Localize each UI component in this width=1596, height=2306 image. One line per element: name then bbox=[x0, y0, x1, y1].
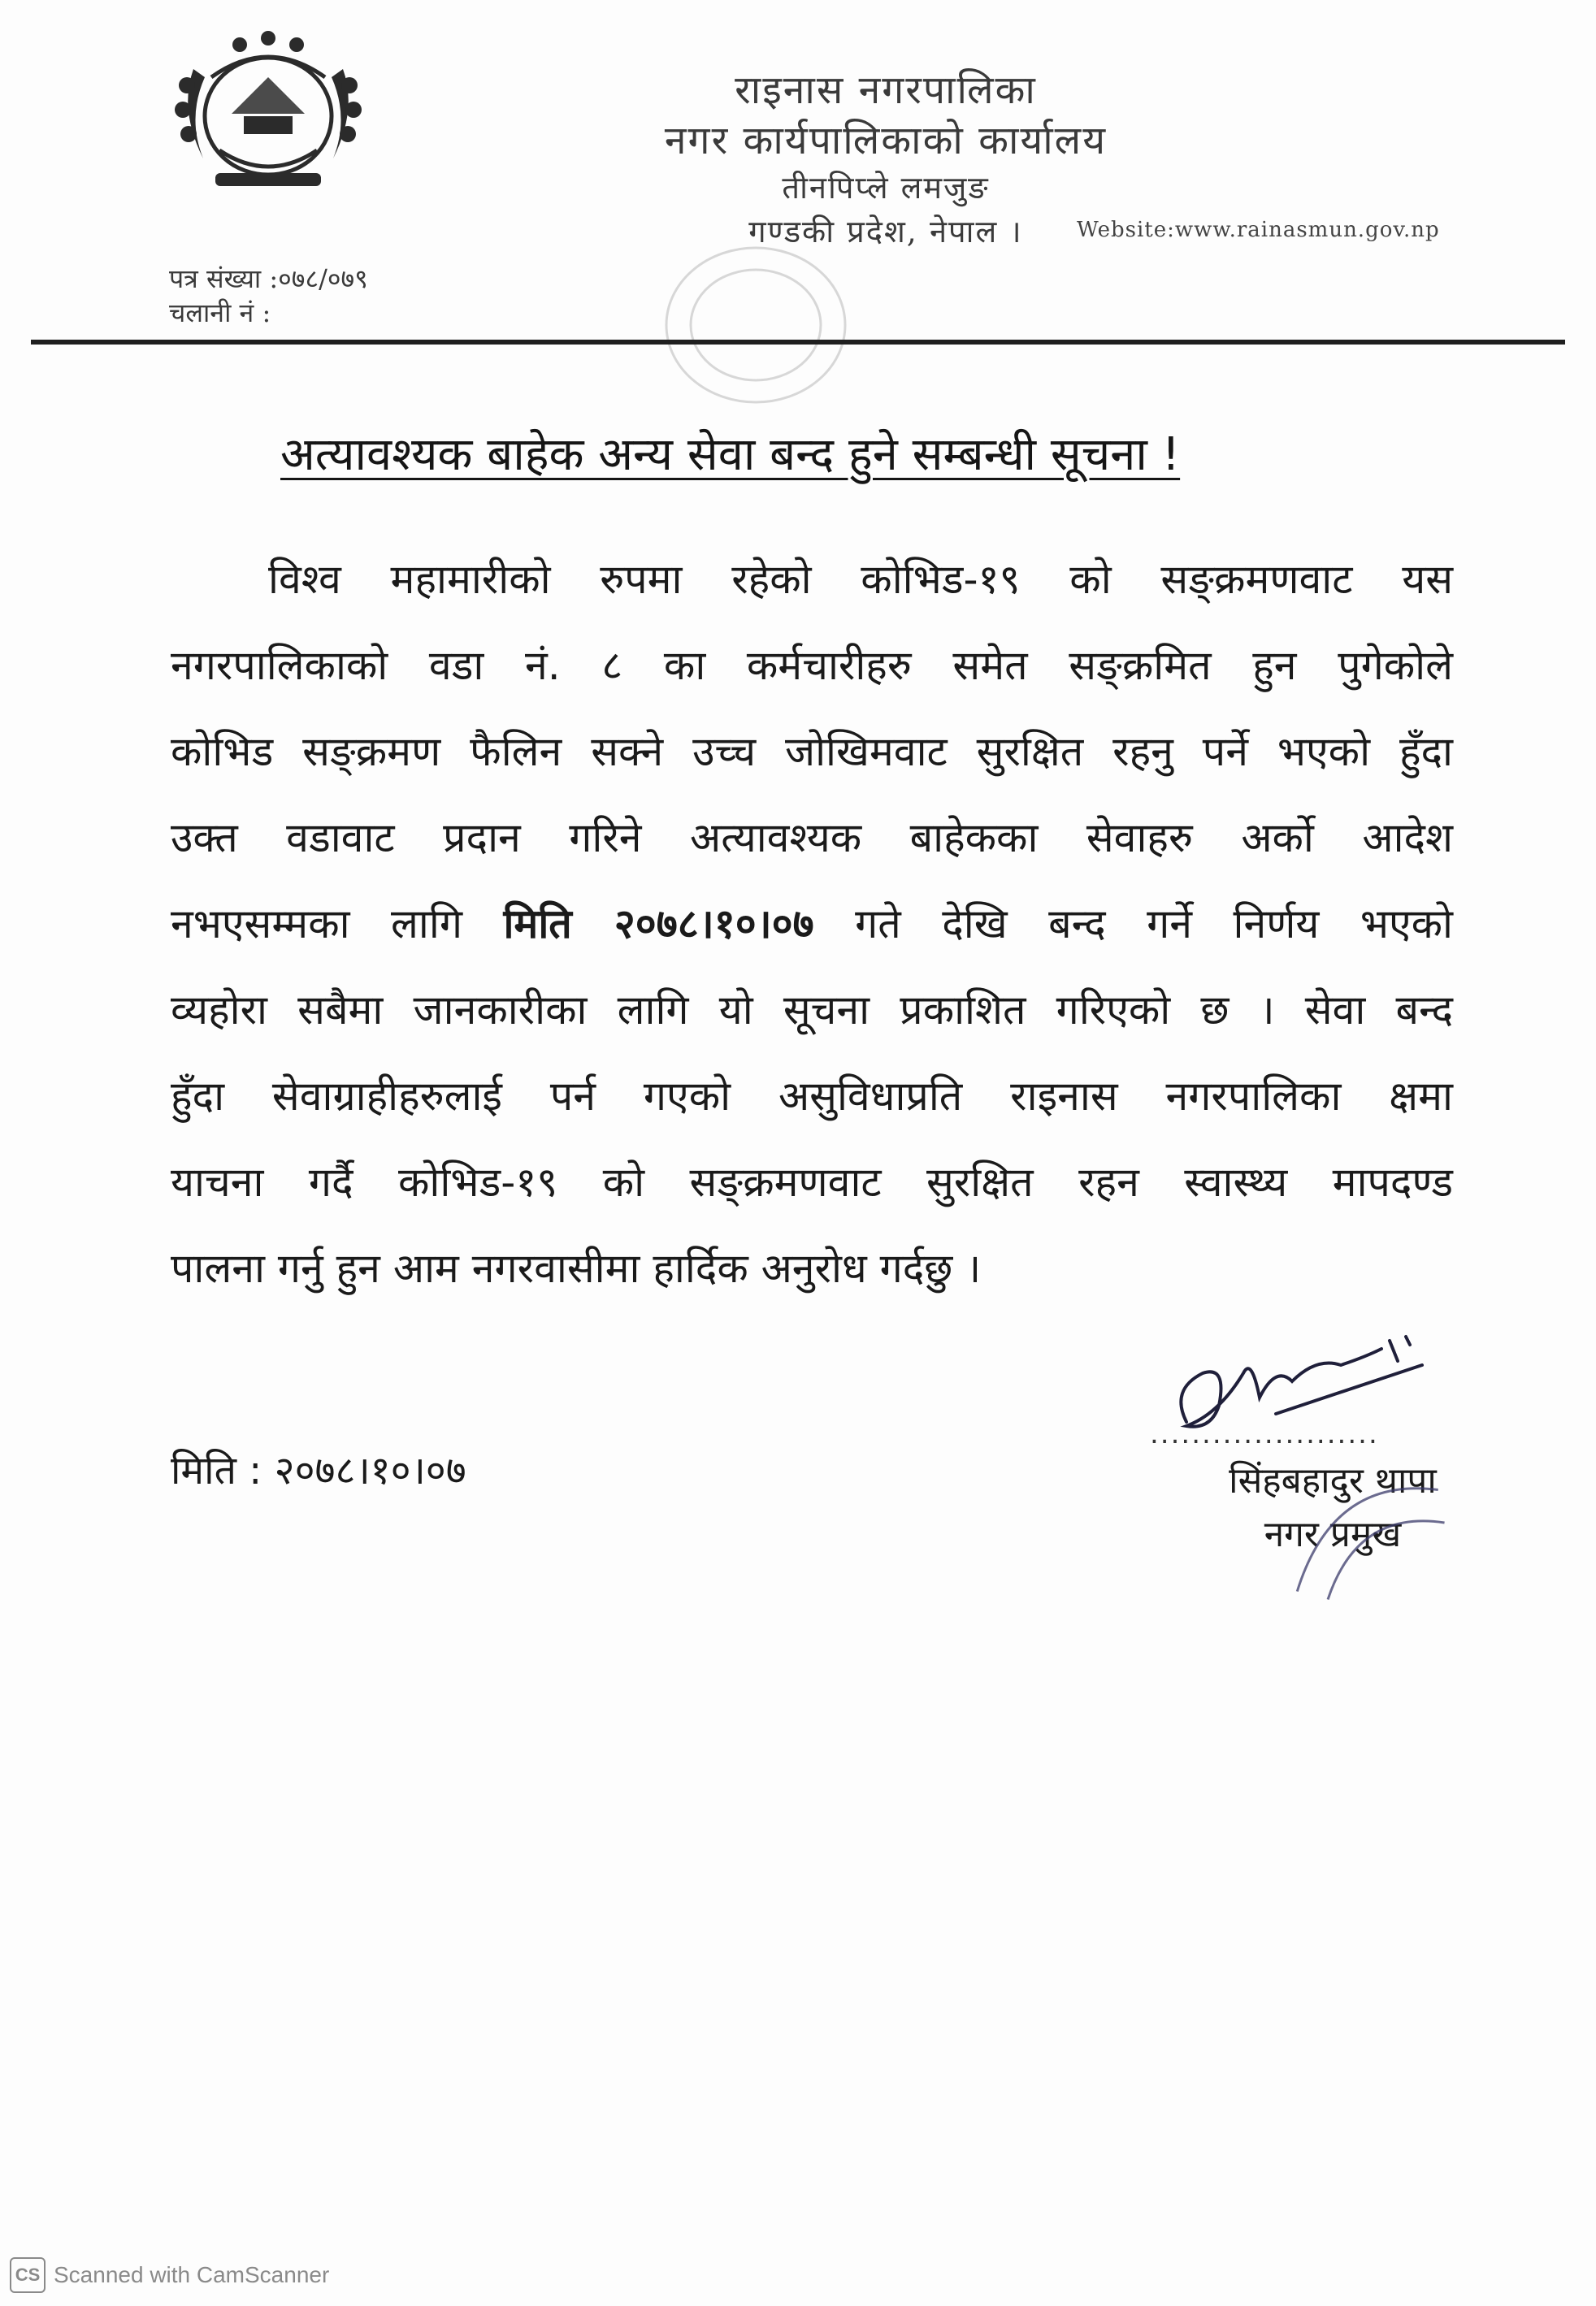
province-country: गण्डकी प्रदेश, नेपाल । bbox=[748, 214, 1023, 249]
notice-title: अत्यावश्यक बाहेक अन्य सेवा बन्द हुने सम्बन्धी सूचना ! bbox=[280, 428, 1181, 481]
scanner-text: Scanned with CamScanner bbox=[54, 2262, 330, 2287]
signature-line: ...................... bbox=[1150, 1418, 1379, 1450]
header-divider bbox=[31, 340, 1565, 345]
scanner-watermark bbox=[10, 2255, 329, 2295]
official-stamp-icon bbox=[1243, 1438, 1471, 1617]
office-name: नगर कार्यपालिकाको कार्यालय bbox=[664, 118, 1108, 163]
body-line: नगरपालिकाको वडा नं. ८ का कर्मचारीहरु समेत सङ्क्रमित हुन पुगेकोले bbox=[171, 642, 1453, 689]
website: Website:www.rainasmun.gov.np bbox=[1077, 218, 1440, 242]
body-line: व्यहोरा सबैमा जानकारीका लागि यो सूचना प्रकाशित गरिएको छ । सेवा बन्द bbox=[171, 986, 1453, 1034]
decision-date: मिति २०७८।१०।०७ bbox=[503, 900, 814, 947]
municipality-name: राइनास नगरपालिका bbox=[735, 67, 1037, 113]
reference-block bbox=[169, 262, 368, 330]
camscanner-logo-icon: CS bbox=[10, 2257, 46, 2293]
emblem-icon bbox=[154, 20, 382, 199]
body-line: विश्व महामारीको रुपमा रहेको कोभिड-१९ को सङ्क्रमणवाट यस bbox=[268, 556, 1453, 603]
notice-date: मिति : २०७८।१०।०७ bbox=[171, 1448, 466, 1493]
body-line: उक्त वडावाट प्रदान गरिने अत्यावश्यक बाहेकका सेवाहरु अर्को आदेश bbox=[171, 814, 1453, 861]
signer-designation: नगर प्रमुख bbox=[1264, 1514, 1402, 1555]
dispatch-number: चलानी नं : bbox=[169, 297, 271, 328]
body-line: याचना गर्दै कोभिड-१९ को सङ्क्रमणवाट सुरक्षित रहन स्वास्थ्य मापदण्ड bbox=[171, 1159, 1453, 1206]
signer-name: सिंहबहादुर थापा bbox=[1229, 1460, 1437, 1502]
notice-body bbox=[171, 536, 1453, 1311]
reference-number: पत्र संख्या :०७८/०७९ bbox=[169, 263, 368, 294]
body-line: हुँदा सेवाग्राहीहरुलाई पर्न गएको असुविधाप्रति राइनास नगरपालिका क्षमा bbox=[171, 1073, 1453, 1120]
office-location: तीनपिप्ले लमजुङ bbox=[782, 170, 990, 206]
faint-stamp-icon bbox=[654, 236, 857, 414]
body-line-part: गते देखि बन्द गर्ने निर्णय भएको bbox=[855, 900, 1453, 947]
body-line-with-date bbox=[171, 881, 1453, 967]
body-line: कोभिड सङ्क्रमण फैलिन सक्ने उच्च जोखिमवाट सुरक्षित रहनु पर्ने भएको हुँदा bbox=[171, 728, 1453, 775]
body-line: पालना गर्नु हुन आम नगरवासीमा हार्दिक अनुरोध गर्दछु । bbox=[171, 1245, 982, 1292]
body-line-part: नभएसम्मका लागि bbox=[171, 900, 462, 947]
